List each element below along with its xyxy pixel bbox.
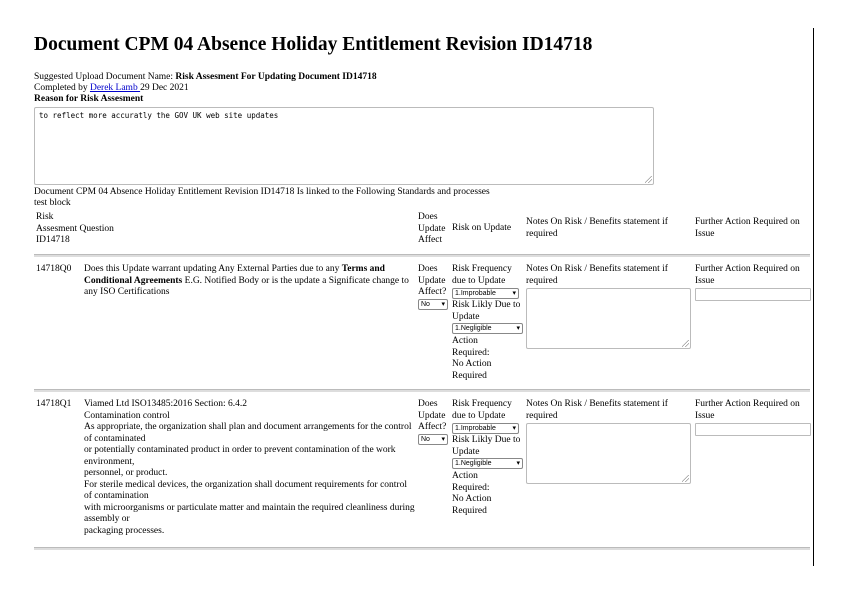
chevron-down-icon: ▾	[441, 301, 445, 308]
row0-further-label: Further Action Required on Issue	[695, 264, 800, 286]
completed-by-label: Completed by	[34, 83, 90, 93]
row1-question-line: Contamination control	[84, 410, 170, 421]
chevron-down-icon: ▾	[516, 325, 520, 332]
completed-by-link[interactable]: Derek Lamb	[89, 83, 141, 93]
row1-further-input[interactable]	[695, 423, 811, 436]
row1-frequency-select[interactable]	[452, 423, 519, 434]
row1-notes-label: Notes On Risk / Benefits statement if required	[526, 399, 668, 421]
row0-likely-value: 1.Negligible	[455, 325, 492, 332]
row1-notes-textarea[interactable]	[526, 423, 691, 484]
suggested-name-line	[34, 72, 377, 83]
row-divider	[34, 389, 810, 392]
row1-affect-value: No	[421, 436, 430, 443]
reason-text: to reflect more accuratly the GOV UK web site updates	[39, 111, 279, 120]
header-risk-question	[36, 212, 114, 247]
row0-notes-textarea[interactable]	[526, 288, 691, 349]
row0-further-input[interactable]	[695, 288, 811, 301]
header-notes: Notes On Risk / Benefits statement if required	[526, 217, 668, 239]
reason-heading: Reason for Risk Assesment	[34, 94, 144, 104]
header-further-action: Further Action Required on Issue	[695, 217, 800, 239]
linked-standards-text: Document CPM 04 Absence Holiday Entitlement Revision ID14718 Is linked to the Following Standards and processes	[34, 187, 490, 197]
row0-id: 14718Q0	[36, 264, 72, 274]
chevron-down-icon: ▾	[512, 290, 516, 297]
row1-action-label: Action Required:	[452, 471, 490, 493]
row1-question-line: with microorganisms or particulate matter and maintain the required cleanliness during assembly or	[84, 502, 415, 524]
row0-affect-select[interactable]	[418, 299, 448, 310]
page-title: Document CPM 04 Absence Holiday Entitlement Revision ID14718	[34, 34, 593, 55]
row1-question-line: personnel, or product.	[84, 468, 168, 478]
row0-notes-label: Notes On Risk / Benefits statement if required	[526, 264, 668, 286]
header-risk-line2: Assesment Question	[36, 223, 114, 234]
suggested-name-label: Suggested Upload Document Name:	[34, 72, 176, 82]
row1-affect-select[interactable]	[418, 434, 448, 445]
row-divider	[34, 254, 810, 257]
row1-question-line: For sterile medical devices, the organization shall document requirements for control of contamination	[84, 479, 407, 501]
row1-frequency-label: Risk Frequency due to Update	[452, 399, 512, 421]
completed-by-line	[34, 83, 189, 94]
row1-question-line: packaging processes.	[84, 525, 165, 536]
row1-likely-label: Risk Likly Due to Update	[452, 435, 521, 457]
row1-action-value: No Action Required	[452, 494, 492, 516]
row-divider	[34, 547, 810, 550]
resize-grip-icon[interactable]	[682, 475, 689, 482]
chevron-down-icon: ▾	[516, 460, 520, 467]
row1-question-line: or potentially contaminated product in order to prevent contamination of the work environment,	[84, 445, 396, 467]
row0-affect-value: No	[421, 301, 430, 308]
row0-question-bold: Terms and Conditional Agreements	[84, 264, 385, 286]
test-block-text: test block	[34, 198, 71, 208]
row1-affect-label: Does Update Affect?	[418, 399, 447, 432]
row0-action-label: Action Required:	[452, 336, 490, 358]
row0-likely-select[interactable]	[452, 323, 523, 334]
chevron-down-icon: ▾	[441, 436, 445, 443]
resize-grip-icon[interactable]	[682, 340, 689, 347]
row0-question-text: Does this Update warrant updating Any External Parties due to any	[84, 264, 342, 274]
resize-grip-icon[interactable]	[645, 176, 652, 183]
suggested-name-value: Risk Assesment For Updating Document ID14718	[175, 72, 377, 82]
row0-likely-label: Risk Likly Due to Update	[452, 300, 521, 322]
header-risk-line1: Risk	[36, 212, 54, 222]
page-right-border	[813, 28, 814, 566]
row1-likely-value: 1.Negligible	[455, 460, 492, 467]
row1-frequency-value: 1.Improbable	[455, 425, 496, 432]
completed-date: 29 Dec 2021	[140, 83, 189, 93]
header-risk-on-update: Risk on Update	[452, 223, 512, 233]
row0-frequency-select[interactable]	[452, 288, 519, 299]
row1-likely-select[interactable]	[452, 458, 523, 469]
header-does-update: Does Update Affect	[418, 212, 446, 245]
row1-question-line: As appropriate, the organization shall plan and document arrangements for the control of contaminated	[84, 422, 412, 444]
row0-question-rest: E.G. Notified Body or is the update a Significate change to any ISO Certifications	[84, 275, 409, 297]
chevron-down-icon: ▾	[512, 425, 516, 432]
reason-textarea[interactable]	[34, 107, 654, 185]
row0-action-value: No Action Required	[452, 359, 492, 381]
row1-further-label: Further Action Required on Issue	[695, 399, 800, 421]
header-risk-line3: ID14718	[36, 235, 70, 245]
row0-affect-label: Does Update Affect?	[418, 264, 447, 297]
row1-question	[84, 399, 415, 537]
row0-frequency-label: Risk Frequency due to Update	[452, 264, 512, 286]
row0-question	[84, 264, 415, 299]
row1-question-title: Viamed Ltd ISO13485:2016 Section: 6.4.2	[84, 399, 248, 409]
row0-frequency-value: 1.Improbable	[455, 290, 496, 297]
row1-id: 14718Q1	[36, 399, 72, 409]
